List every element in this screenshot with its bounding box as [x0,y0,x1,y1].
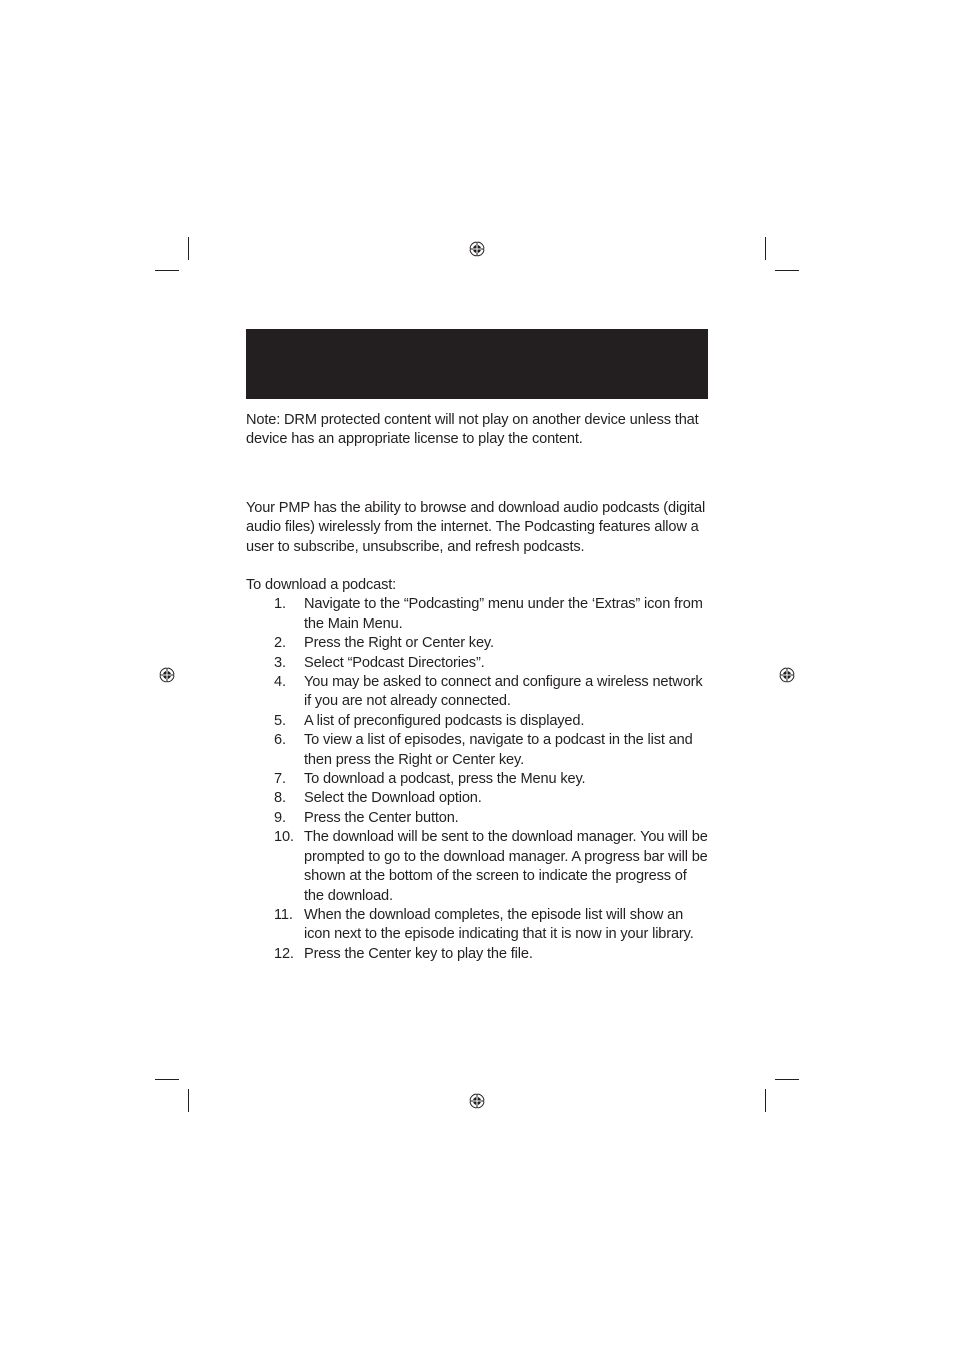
download-step [246,731,708,770]
download-step-number: 8. [274,790,286,807]
download-instructions [246,576,712,964]
download-step-number: 2. [274,635,286,652]
download-step-text: Select “Podcast Directories”. [304,654,485,671]
crop-mark-top-left-horizontal [155,270,179,271]
crop-mark-bottom-right-horizontal [775,1079,799,1080]
registration-mark-left-icon [159,667,175,683]
section-header-bar [246,329,708,399]
download-step-text: Press the Center button. [304,809,459,826]
download-step-text: Navigate to the “Podcasting” menu under the ‘Extras” icon from the Main Menu. [304,596,703,632]
download-step-text: Press the Center key to play the file. [304,945,533,962]
drm-note [246,411,708,450]
download-step-number: 7. [274,771,286,788]
download-step-text: When the download completes, the episode list will show an icon next to the episode indicating that it is now in your library. [304,906,694,943]
download-step [246,770,708,789]
download-step-number: 5. [274,712,286,729]
download-step [246,809,708,828]
download-step-number: 12. [274,945,294,962]
download-heading: To download a podcast: [246,577,397,593]
download-step-text: You may be asked to connect and configure a wireless network if you are not already connected. [304,674,703,710]
download-step-number: 9. [274,809,286,826]
download-step [246,789,708,808]
download-step-text: To view a list of episodes, navigate to a podcast in the list and then press the Right or Center key. [304,732,693,768]
download-step [246,595,708,634]
download-step [246,828,708,906]
crop-mark-bottom-left-horizontal [155,1079,179,1080]
crop-mark-top-right-vertical [765,237,766,260]
download-step-number: 6. [274,732,286,749]
download-steps-list [246,595,712,964]
download-step [246,654,708,673]
download-step-text: To download a podcast, press the Menu key. [304,771,586,788]
download-step-text: Select the Download option. [304,790,482,807]
download-step-number: 11. [274,906,293,923]
crop-mark-top-left-vertical [188,237,189,260]
download-step [246,945,708,964]
download-step-text: A list of preconfigured podcasts is displayed. [304,712,585,729]
podcasting-intro [246,499,712,557]
registration-mark-bottom-icon [469,1093,485,1109]
download-step-number: 4. [274,674,286,691]
download-step-number: 3. [274,654,286,671]
download-step-number: 10. [274,829,294,846]
download-step-text: The download will be sent to the download manager. You will be prompted to go to the download manager. A progress bar will be shown at the bottom of the screen to indicate the progress of the download. [304,829,708,904]
download-step-number: 1. [274,596,286,613]
download-step [246,673,708,712]
drm-note-text: Note: DRM protected content will not play on another device unless that device has an appropriate license to play the content. [246,412,699,448]
registration-mark-top-icon [469,241,485,257]
download-step [246,906,708,945]
crop-mark-top-right-horizontal [775,270,799,271]
podcasting-intro-text: Your PMP has the ability to browse and download audio podcasts (digital audio files) wirelessly from the internet. The Podcasting features allow a user to subscribe, unsubscribe, and refresh podcasts. [246,500,706,555]
download-step [246,712,708,731]
crop-mark-bottom-right-vertical [765,1089,766,1112]
download-step [246,634,708,653]
download-step-text: Press the Right or Center key. [304,635,494,652]
crop-mark-bottom-left-vertical [188,1089,189,1112]
registration-mark-right-icon [779,667,795,683]
